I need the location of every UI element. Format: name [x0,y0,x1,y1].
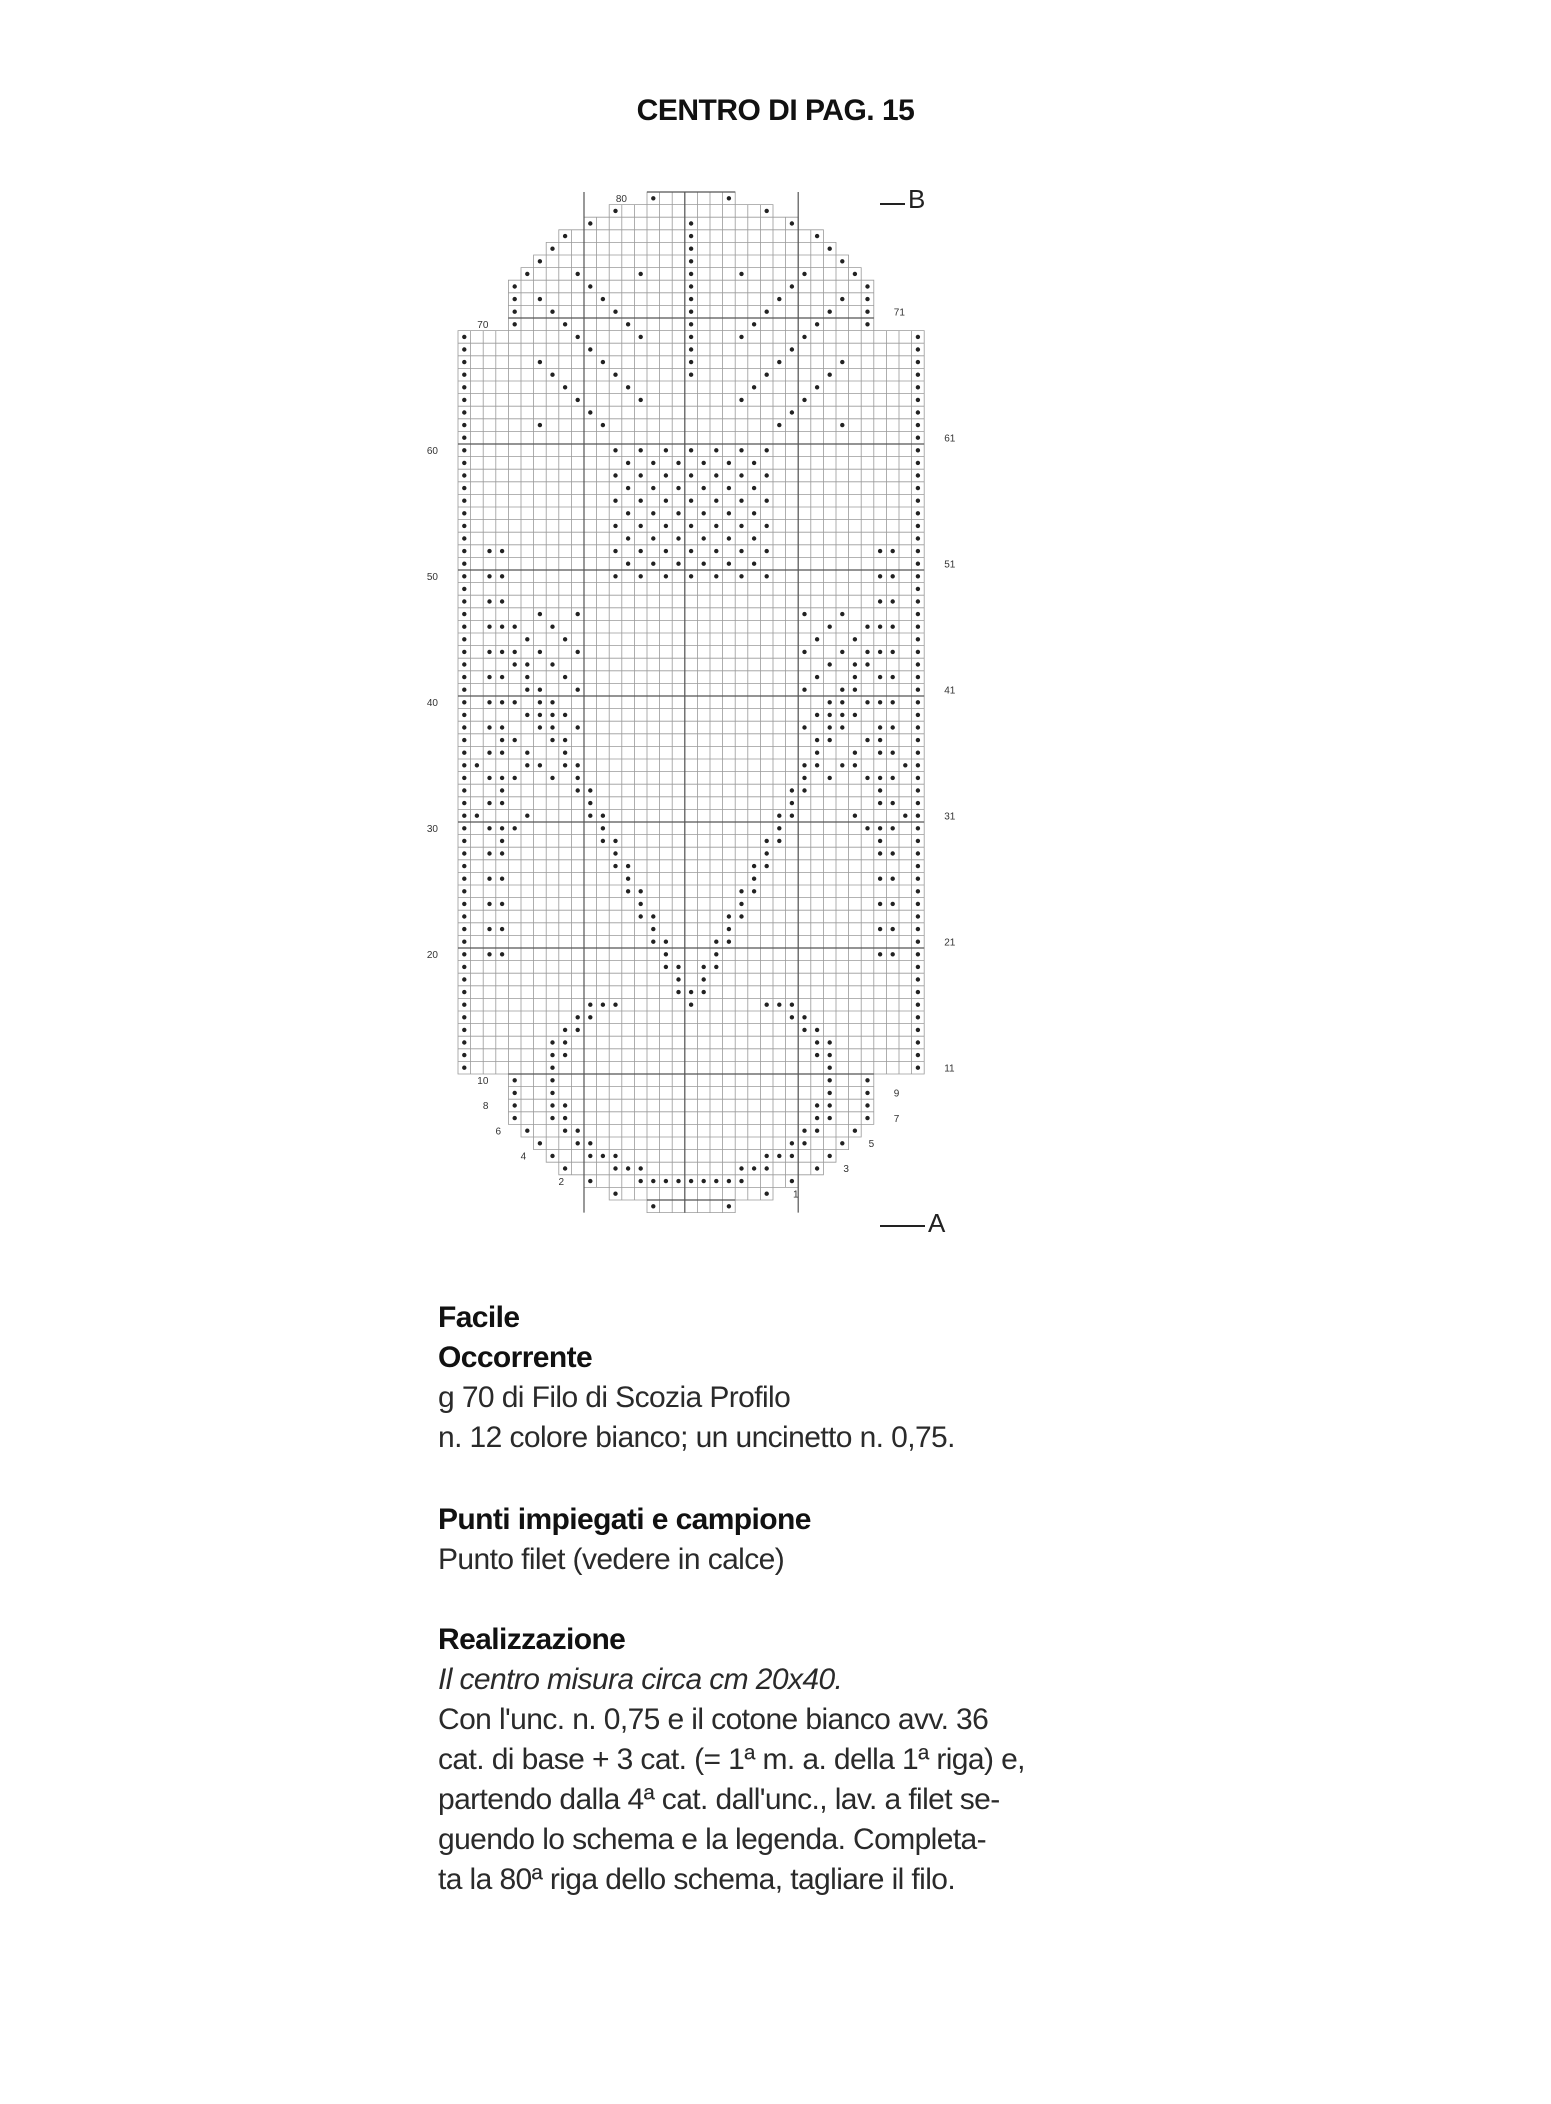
row-number-label: 3 [843,1164,849,1176]
punti-text: Punto filet (vedere in calce) [438,1543,785,1576]
realizzazione-heading: Realizzazione [438,1623,626,1656]
stitches-block [438,1500,1138,1580]
row-number-label: 4 [520,1151,527,1163]
row-number-label: 71 [893,307,905,319]
row-number-label: 9 [893,1088,900,1100]
row-number-label: 6 [495,1126,501,1138]
materials-block [438,1298,1138,1458]
row-number-label: 21 [944,937,956,949]
marker-a: A [928,1208,946,1238]
row-number-label: 11 [944,1063,955,1075]
punti-heading: Punti impiegati e campione [438,1503,811,1536]
instruction-line: cat. di base + 3 cat. (= 1ª m. a. della 1ª riga) e, [438,1743,1025,1776]
instruction-line: Con l'unc. n. 0,75 e il cotone bianco avv. 36 [438,1703,989,1736]
instruction-line: partendo dalla 4ª cat. dall'unc., lav. a filet se- [438,1783,1000,1816]
row-number-label: 8 [482,1101,489,1113]
row-number-label: 80 [615,194,627,205]
size-note: Il centro misura circa cm 20x40. [438,1663,843,1696]
row-number-label: 40 [426,698,438,709]
row-number-label: 30 [426,824,438,835]
occorrente-line: g 70 di Filo di Scozia Profilo [438,1381,791,1414]
row-number-label: 70 [477,320,489,331]
grid-cells [458,192,924,1213]
row-number-label: 50 [426,572,438,583]
row-number-label: 2 [558,1176,564,1188]
occorrente-line: n. 12 colore bianco; un uncinetto n. 0,75. [438,1421,955,1454]
chart-grid [458,192,924,1213]
row-number-label: 1 [793,1189,799,1201]
instruction-line: ta la 80ª riga dello schema, tagliare il filo. [438,1863,956,1896]
instructions-block [438,1620,1138,1900]
page-title: CENTRO DI PAG. 15 [636,94,915,127]
row-number-label: 41 [944,685,956,697]
occorrente-heading: Occorrente [438,1341,593,1374]
row-number-label: 51 [944,559,956,571]
difficulty-label: Facile [438,1301,520,1334]
marker-b: B [908,184,926,214]
row-number-label: 7 [893,1113,900,1125]
row-number-label: 31 [944,811,956,823]
row-number-label: 10 [477,1076,489,1087]
row-number-label: 60 [426,446,438,457]
row-number-label: 20 [426,950,438,961]
row-number-label: 5 [868,1139,875,1150]
instruction-line: guendo lo schema e la legenda. Completa- [438,1823,987,1856]
row-number-label: 61 [944,433,956,445]
